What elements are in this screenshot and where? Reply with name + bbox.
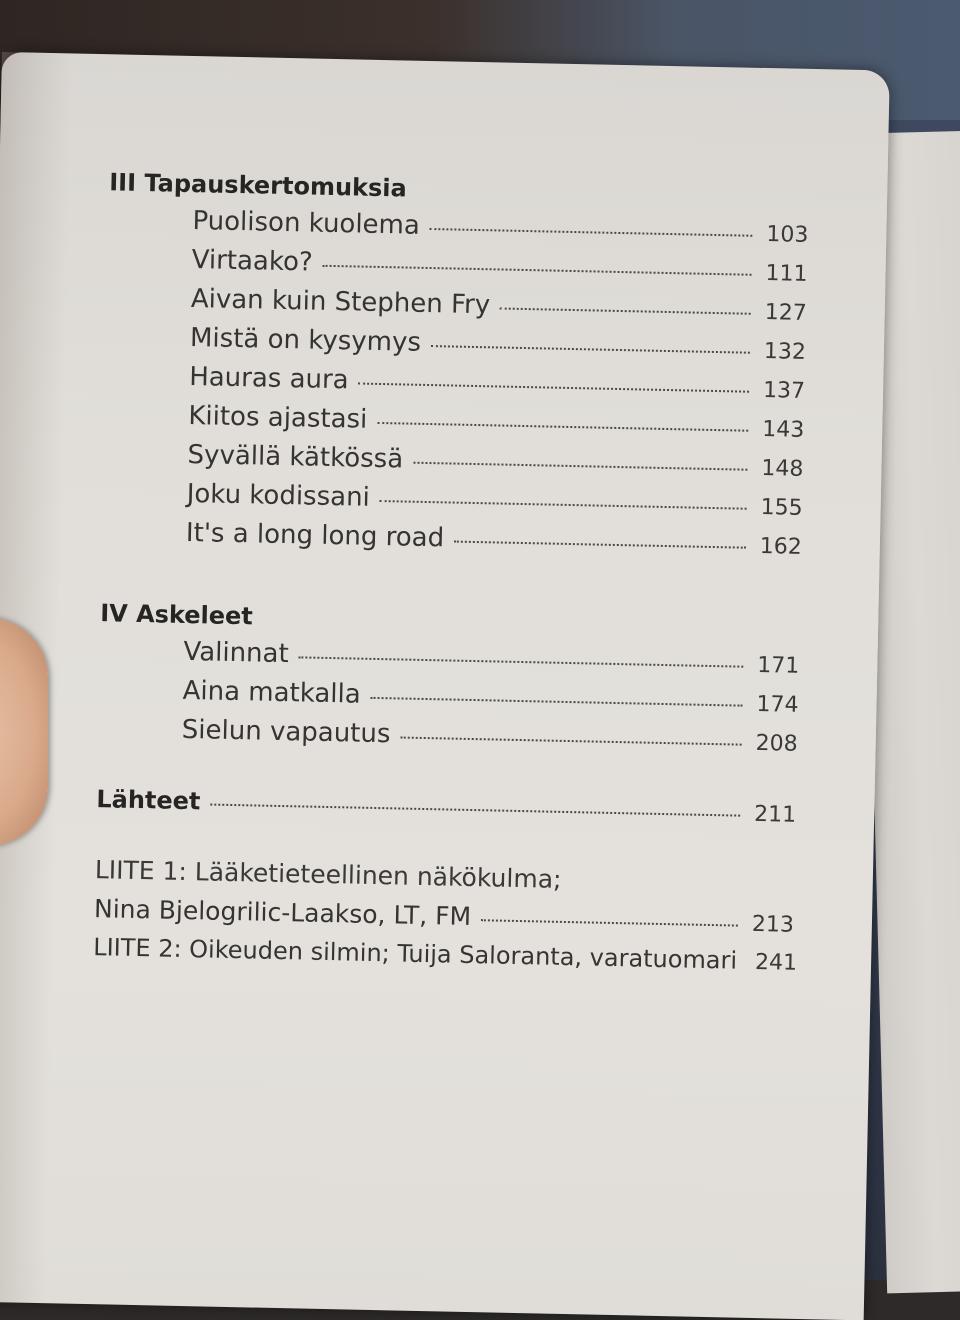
appendix-1-title: LIITE 1: Lääketieteellinen näkökulma; [94,851,795,904]
dot-leader [323,265,752,276]
references-page-number: 211 [748,795,797,835]
dot-leader [359,383,750,393]
entry-title: Joku kodissani [186,475,370,518]
dot-leader [400,736,741,745]
entry-page-number: 103 [760,215,809,255]
dot-leader [454,541,746,549]
dot-leader [299,656,744,667]
entry-page-number: 174 [750,685,799,725]
book-page [0,52,890,1320]
dot-leader [413,462,747,471]
entry-page-number: 132 [757,332,806,372]
entry-page-number: 171 [751,646,800,686]
entry-page-number: 127 [758,293,807,333]
entry-title: Aivan kuin Stephen Fry [190,280,490,325]
appendix-2-page-number: 241 [755,943,798,983]
appendix-1-author: Nina Bjelogrilic-Laakso, LT, FM [94,889,472,936]
dot-leader [431,345,750,354]
entry-title: Syvällä kätkössä [187,436,403,480]
entry-page-number: 162 [753,527,802,567]
appendix-2-title: LIITE 2: Oikeuden silmin; Tuija Saloranta, varatuomari [93,928,738,980]
entry-title: Kiitos ajastasi [188,397,368,440]
dot-leader [377,422,748,432]
entry-page-number: 137 [757,371,806,411]
entry-title: Sielun vapautus [181,711,390,754]
entry-title: It's a long long road [186,514,445,558]
entry-title: Mistä on kysymys [190,319,422,363]
entry-title: Aina matkalla [182,672,361,715]
dot-leader [380,500,747,510]
dot-leader [481,919,738,926]
entry-title: Virtaako? [191,241,313,283]
table-of-contents [93,164,810,981]
dot-leader [210,804,740,817]
entry-title: Valinnat [183,633,289,674]
references-title: Lähteet [96,780,201,821]
section-heading-iv: IV Askeleet [100,595,801,646]
entry-title: Puolison kuolema [192,202,420,246]
entry-page-number: 148 [755,449,804,489]
thumb [0,618,48,846]
entry-page-number: 111 [759,254,808,294]
section-heading-iii: III Tapauskertomuksia [109,164,810,215]
entry-page-number: 143 [756,410,805,450]
appendix-1-page-number: 213 [745,905,794,945]
entry-page-number: 208 [749,724,798,764]
entry-title: Hauras aura [189,358,349,400]
entry-page-number: 155 [754,488,803,528]
dot-leader [371,697,743,707]
dot-leader [500,307,751,314]
dot-leader [430,228,753,237]
